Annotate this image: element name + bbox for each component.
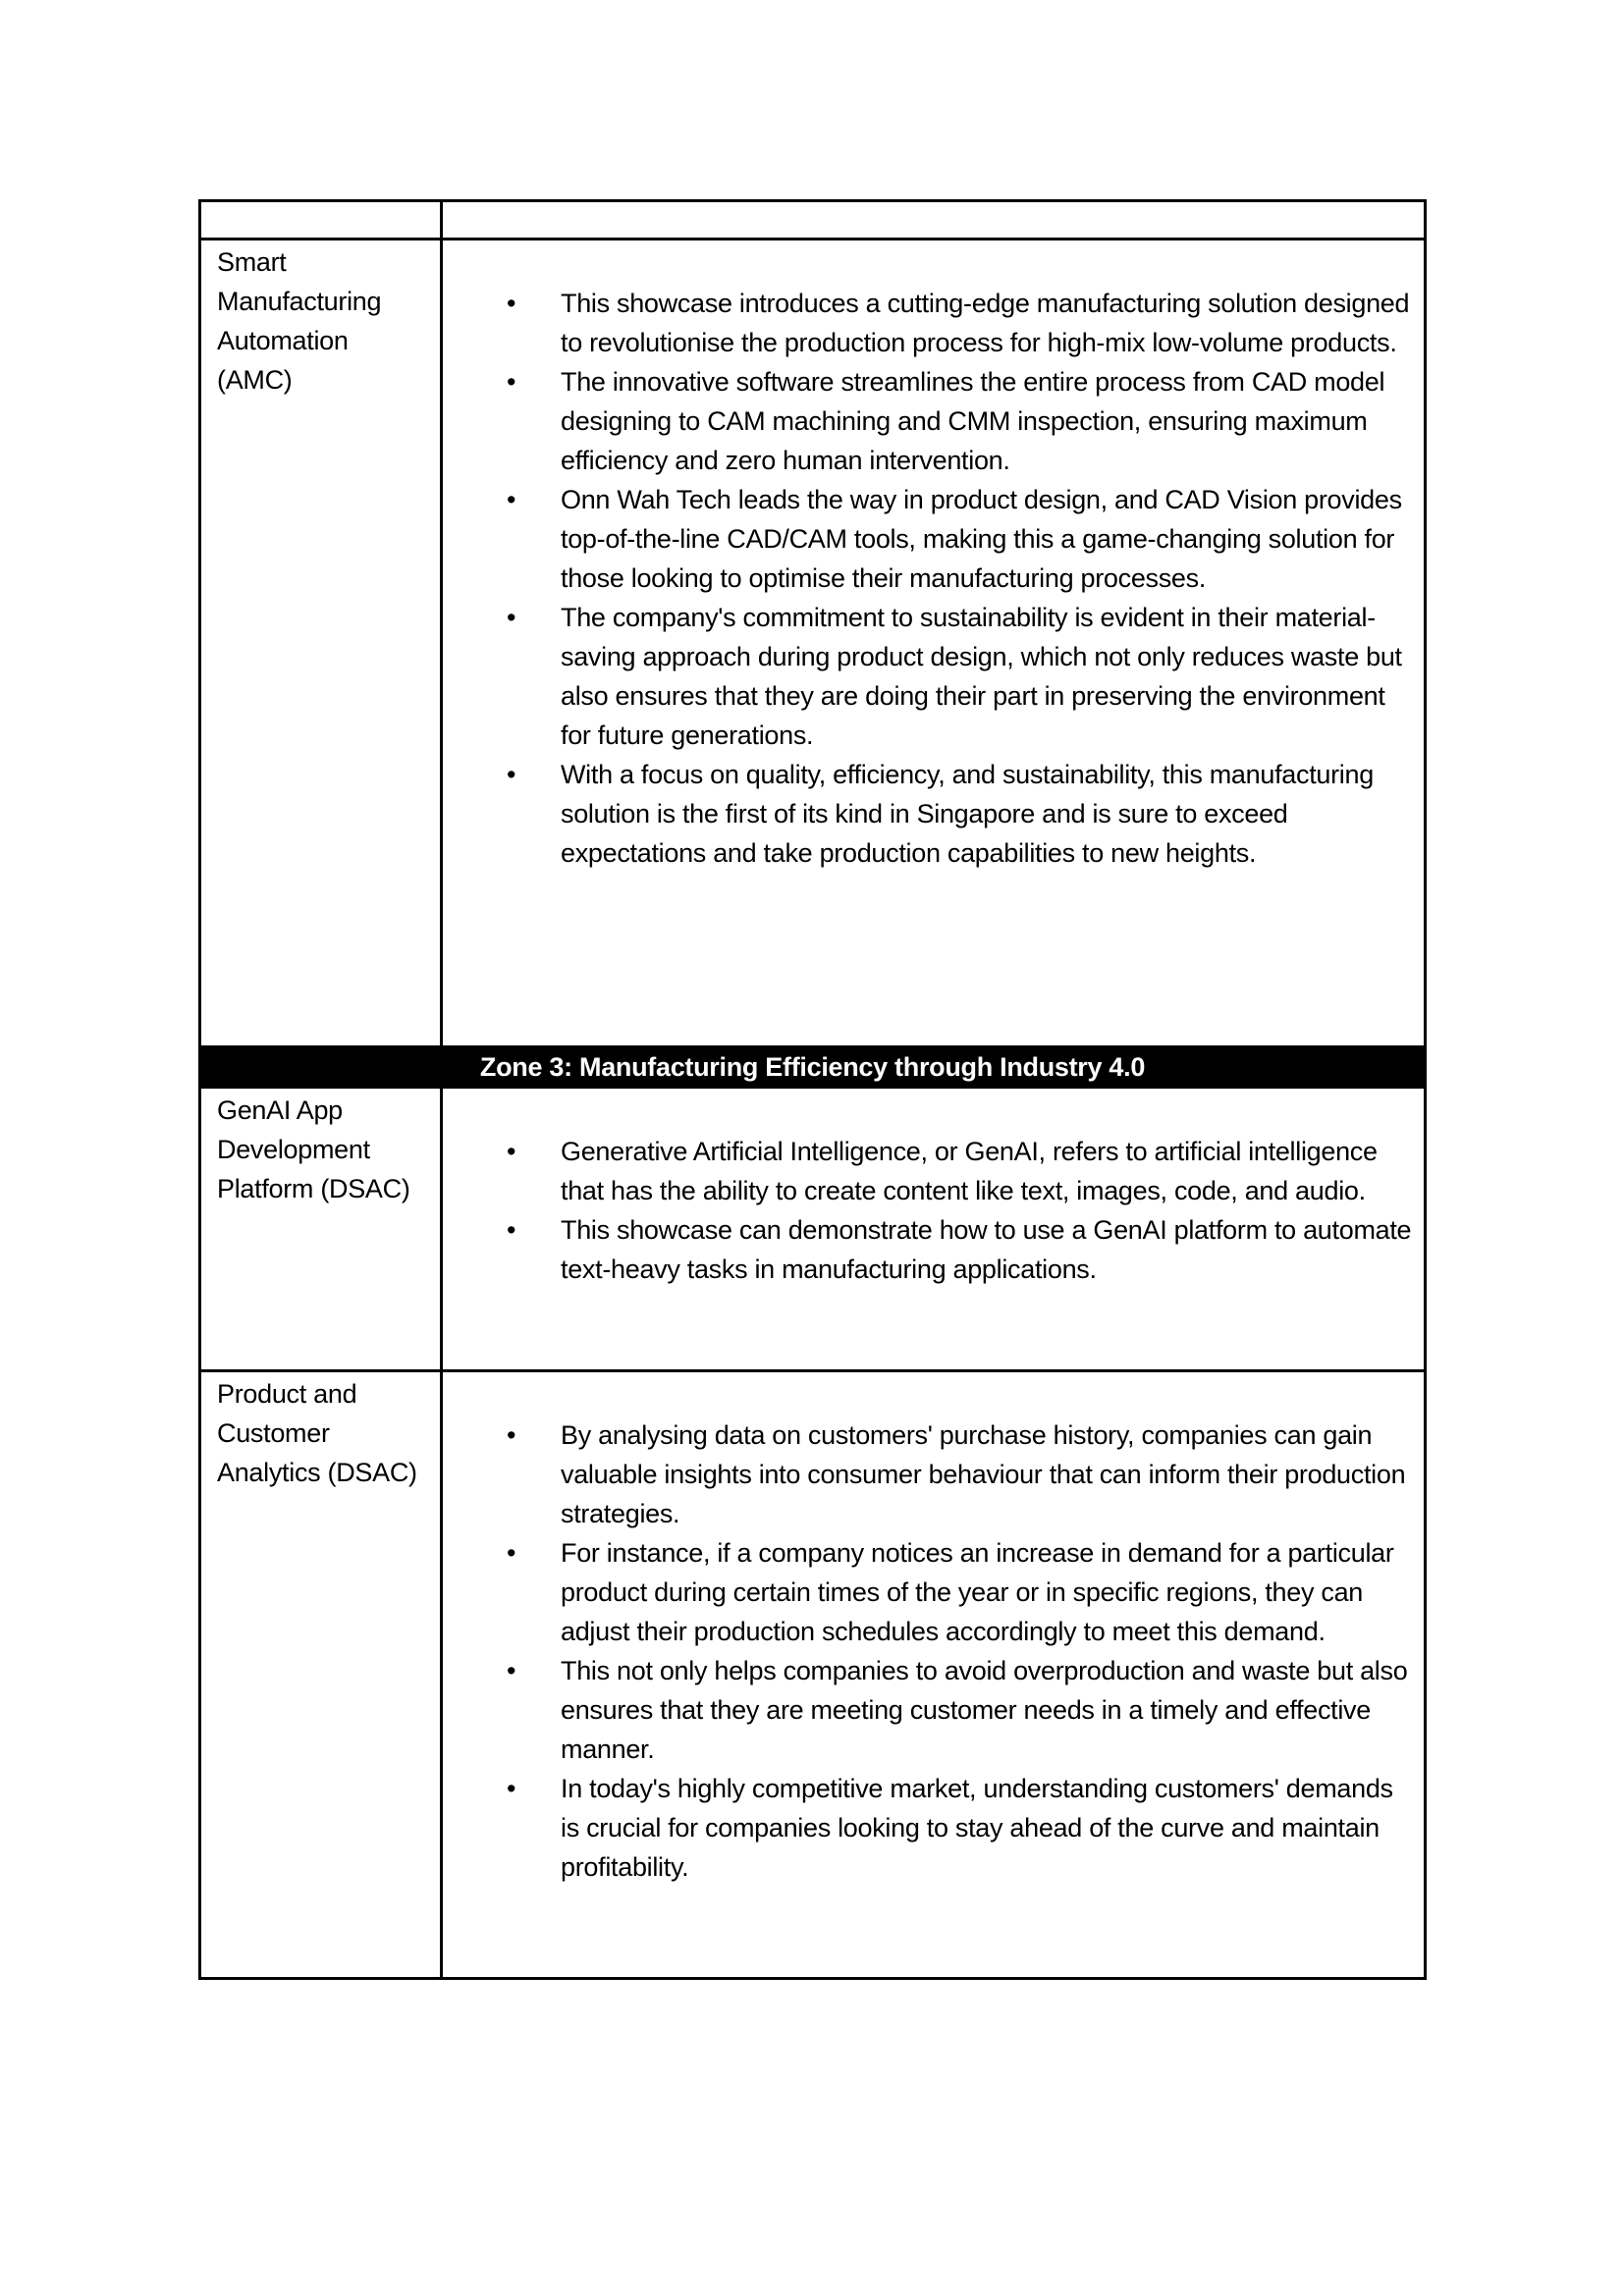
bullet-icon: • [507, 1656, 516, 1685]
bullet-text: By analysing data on customers' purchase history, companies can gain valuable insights into consumer behaviour that can inform their production strategies. [561, 1420, 1406, 1528]
bullet-text: This not only helps companies to avoid overproduction and waste but also ensures that they are meeting customer needs in a timely and effective manner. [561, 1656, 1408, 1764]
bullet-text: For instance, if a company notices an increase in demand for a particular product during certain times of the year or in specific regions, they can adjust their production schedules accordingly to meet this demand. [561, 1538, 1394, 1646]
smart-row-label: Smart Manufacturing Automation (AMC) [201, 240, 443, 1045]
product-analytics-row [201, 1369, 1424, 1977]
bullet-item [443, 1651, 1414, 1769]
bullet-icon: • [507, 289, 516, 318]
content-table [198, 199, 1427, 1980]
bullet-icon: • [507, 485, 516, 514]
product-row-bullet-list [443, 1372, 1424, 1977]
bullet-item [443, 480, 1414, 598]
smart-manufacturing-row [201, 238, 1424, 1045]
header-row [201, 202, 1424, 238]
bullet-icon: • [507, 760, 516, 789]
bullet-text: The innovative software streamlines the entire process from CAD model designing to CAM machining and CMM inspection, ensuring maximum efficiency and zero human intervention. [561, 367, 1385, 475]
bullet-icon: • [507, 1774, 516, 1803]
bullet-item [443, 1415, 1414, 1533]
genai-row-label: GenAI App Development Platform (DSAC) [201, 1089, 443, 1369]
bullet-text: The company's commitment to sustainability is evident in their material-saving approach during product design, which not only reduces waste but also ensures that they are doing their part in preserving the environment for future generations. [561, 603, 1402, 750]
bullet-item [443, 284, 1414, 362]
bullet-item [443, 598, 1414, 755]
bullet-text: This showcase can demonstrate how to use a GenAI platform to automate text-heavy tasks in manufacturing applications. [561, 1215, 1412, 1284]
bullet-text: This showcase introduces a cutting-edge manufacturing solution designed to revolutionise the production process for high-mix low-volume products. [561, 289, 1410, 357]
bullet-text: Generative Artificial Intelligence, or GenAI, refers to artificial intelligence that has the ability to create content like text, images, code, and audio. [561, 1137, 1378, 1205]
bullet-item [443, 1132, 1414, 1210]
bullet-icon: • [507, 1420, 516, 1450]
bullet-item [443, 1533, 1414, 1651]
zone3-banner-text: Zone 3: Manufacturing Efficiency through Industry 4.0 [479, 1052, 1146, 1082]
header-left-cell [201, 202, 443, 238]
bullet-item [443, 1769, 1414, 1887]
zone3-banner [201, 1045, 1424, 1089]
bullet-item [443, 1210, 1414, 1289]
bullet-icon: • [507, 1137, 516, 1166]
genai-row-bullet-list [443, 1089, 1424, 1369]
genai-row [201, 1089, 1424, 1369]
bullet-item [443, 755, 1414, 873]
bullet-icon: • [507, 1215, 516, 1245]
bullet-icon: • [507, 367, 516, 397]
smart-row-bullet-list [443, 240, 1424, 1045]
bullet-icon: • [507, 603, 516, 632]
header-right-cell [443, 202, 1424, 238]
product-row-label: Product and Customer Analytics (DSAC) [201, 1372, 443, 1977]
bullet-item [443, 362, 1414, 480]
bullet-icon: • [507, 1538, 516, 1568]
bullet-text: Onn Wah Tech leads the way in product design, and CAD Vision provides top-of-the-line CAD/CAM tools, making this a game-changing solution for those looking to optimise their manufacturing processes. [561, 485, 1402, 593]
bullet-text: In today's highly competitive market, understanding customers' demands is crucial for companies looking to stay ahead of the curve and maintain profitability. [561, 1774, 1393, 1882]
bullet-text: With a focus on quality, efficiency, and sustainability, this manufacturing solution is the first of its kind in Singapore and is sure to exceed expectations and take production capabilities to new heights. [561, 760, 1374, 868]
